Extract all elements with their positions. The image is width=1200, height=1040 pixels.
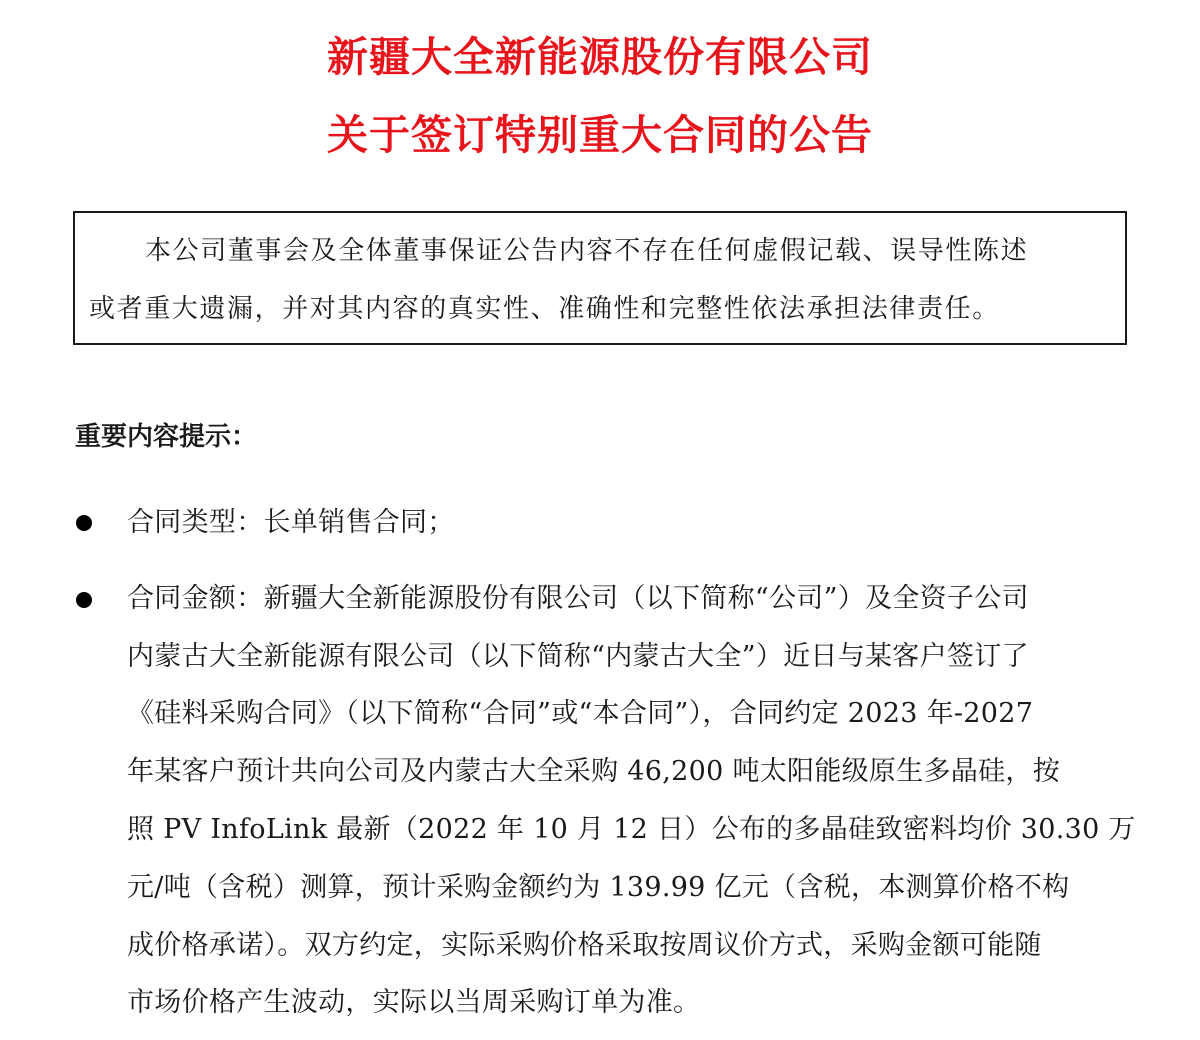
announcement-title-subject: 关于签订特别重大合同的公告: [327, 111, 873, 159]
board-statement-line: 本公司董事会及全体董事保证公告内容不存在任何虚假记载、误导性陈述: [145, 236, 1029, 266]
contract-amount-line: 元/吨（含税）测算，预计采购金额约为 139.99 亿元（含税，本测算价格不构: [127, 872, 1070, 903]
contract-amount-line: 年某客户预计共向公司及内蒙古大全采购 46,200 吨太阳能级原生多晶硅，按: [127, 756, 1061, 787]
contract-amount-line: 成价格承诺）。双方约定，实际采购价格采取按周议价方式，采购金额可能随: [127, 930, 1042, 961]
bullet-icon: [76, 515, 92, 531]
contract-amount-line: 《硅料采购合同》（以下简称“合同”或“本合同”），合同约定 2023 年-2027: [127, 698, 1034, 729]
board-statement-box: [73, 211, 1127, 345]
contract-amount-line: 内蒙古大全新能源有限公司（以下简称“内蒙古大全”）近日与某客户签订了: [127, 641, 1029, 672]
board-statement-line: 或者重大遗漏，并对其内容的真实性、准确性和完整性依法承担法律责任。: [89, 294, 1000, 324]
announcement-title-company: 新疆大全新能源股份有限公司: [327, 33, 873, 81]
contract-type-text: 合同类型：长单销售合同；: [127, 507, 455, 538]
bullet-icon: [76, 592, 92, 608]
contract-amount-line: 市场价格产生波动，实际以当周采购订单为准。: [127, 987, 701, 1018]
section-heading: 重要内容提示：: [75, 422, 258, 452]
contract-amount-line: 合同金额：新疆大全新能源股份有限公司（以下简称“公司”）及全资子公司: [127, 583, 1029, 614]
contract-amount-line: 照 PV InfoLink 最新（2022 年 10 月 12 日）公布的多晶硅致密料均价 30.30 万: [127, 814, 1136, 845]
